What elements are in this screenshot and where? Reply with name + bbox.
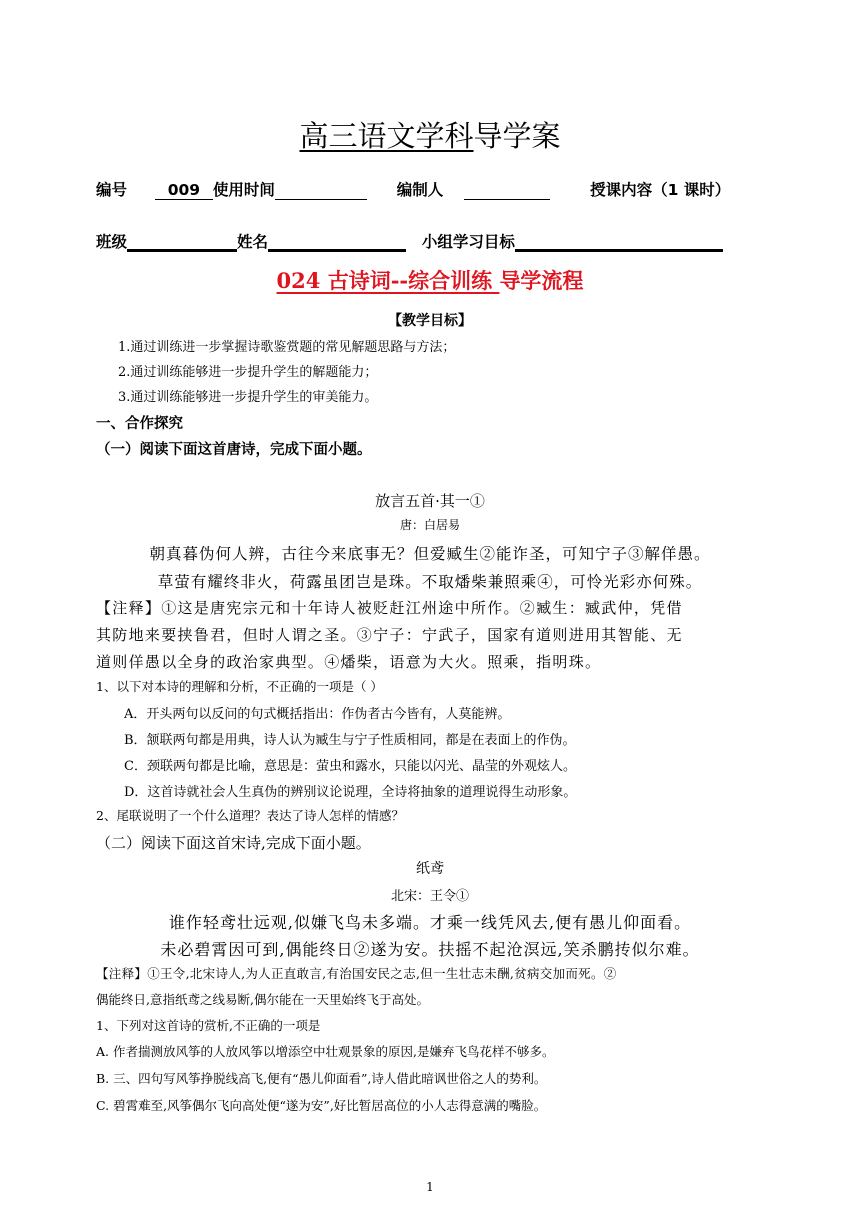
meta-row-2 [96, 230, 723, 252]
meta-row-1 [96, 178, 730, 200]
question-stem: 2、尾联说明了一个什么道理？表达了诗人怎样的情感？ [96, 808, 404, 823]
poem-line: 朝真暮伪何人辨，古往今来底事无？但爱臧生②能诈圣，可知宁子③解佯愚。 [149, 545, 711, 563]
class-field[interactable] [127, 233, 237, 252]
use-time-field[interactable] [275, 183, 367, 200]
option-b: B．颔联两句都是用典，诗人认为臧生与宁子性质相同，都是在表面上的作伪。 [124, 733, 576, 748]
option-a: A. 作者揣测放风筝的人放风筝以增添空中壮观景象的原因,是嫌弃飞鸟花样不够多。 [96, 1044, 555, 1059]
question-stem: 1、下列对这首诗的赏析,不正确的一项是 [96, 1018, 321, 1033]
annotation-line: 【注释】①这是唐宪宗元和十年诗人被贬赶江州途中所作。②臧生：臧武仲，凭借 [96, 599, 683, 617]
objectives-heading: 【教学目标】 [388, 313, 472, 329]
option-c: C．颈联两句都是比喻，意思是：萤虫和露水，只能以闪光、晶莹的外观炫人。 [124, 759, 576, 774]
annotation-line: 偶能终日,意指纸鸢之线易断,偶尔能在一天里始终飞于高处。 [96, 992, 429, 1007]
annotation-line: 道则佯愚以全身的政治家典型。④燔柴，语意为大火。照乘，指明珠。 [96, 653, 602, 671]
poem-author: 北宋：王令① [390, 889, 469, 904]
number-field[interactable]: 009 [155, 181, 213, 200]
option-b: B. 三、四句写风筝挣脱线高飞,便有“愚儿仰面看”,诗人借此暗讽世俗之人的势利。 [96, 1071, 547, 1086]
poem-title: 纸鸢 [416, 861, 444, 877]
label-class: 班级 [96, 233, 128, 251]
objective-item: 2.通过训练能够进一步提升学生的解题能力； [118, 365, 378, 380]
label-editor: 编制人 [396, 181, 444, 199]
question-stem: 1、以下对本诗的理解和分析，不正确的一项是（ ） [96, 679, 383, 694]
name-field[interactable] [268, 233, 406, 252]
section-title: 024 古诗词--综合训练 导学流程 [276, 268, 584, 293]
group-goal-field[interactable] [515, 233, 723, 252]
poem-title: 放言五首·其一① [375, 492, 485, 510]
annotation-line: 其防地来要挟鲁君，但时人谓之圣。③宁子：宁武子，国家有道则进用其智能、无 [96, 626, 683, 644]
editor-field[interactable] [464, 183, 550, 200]
objective-item: 1.通过训练进一步掌握诗歌鉴赏题的常见解题思路与方法； [118, 340, 456, 355]
page-number: 1 [426, 1180, 434, 1194]
annotation-line: 【注释】①王令,北宋诗人,为人正直敢言,有治国安民之志,但一生壮志未酬,贫病交加而死。② [96, 966, 617, 981]
label-number: 编号 [96, 181, 128, 199]
subsection-heading: （一）阅读下面这首唐诗，完成下面小题。 [96, 441, 372, 458]
label-lesson-content: 授课内容（1 课时） [590, 181, 731, 199]
label-use-time: 使用时间 [212, 181, 275, 199]
label-name: 姓名 [237, 233, 269, 251]
section-heading: 一、合作探究 [96, 415, 183, 432]
poem-line: 草萤有耀终非火，荷露虽团岂是珠。不取燔柴兼照乘④，可怜光彩亦何殊。 [157, 573, 703, 591]
option-d: D．这首诗就社会人生真伪的辨别议论说理，全诗将抽象的道理说得生动形象。 [124, 785, 577, 800]
poem-line: 未必碧霄因可到,偶能终日②遂为安。扶摇不起沧溟远,笑杀鹏抟似尔难。 [160, 940, 700, 959]
subsection-heading: （二）阅读下面这首宋诗,完成下面小题。 [96, 834, 371, 852]
poem-line: 谁作轻鸢壮远观,似嫌飞鸟未多端。才乘一线凭风去,便有愚儿仰面看。 [168, 913, 692, 932]
option-c: C. 碧霄难至,风筝偶尔飞向高处便“遂为安”,好比暂居高位的小人志得意满的嘴脸。 [96, 1098, 547, 1113]
poem-author: 唐：白居易 [399, 518, 460, 532]
option-a: A．开头两句以反问的句式概括指出：作伪者古今皆有，人莫能辨。 [124, 707, 511, 722]
label-group-goal: 小组学习目标 [421, 233, 515, 251]
objective-item: 3.通过训练能够进一步提升学生的审美能力。 [118, 390, 378, 405]
page-title: 高三语文学科导学案 [299, 119, 561, 153]
